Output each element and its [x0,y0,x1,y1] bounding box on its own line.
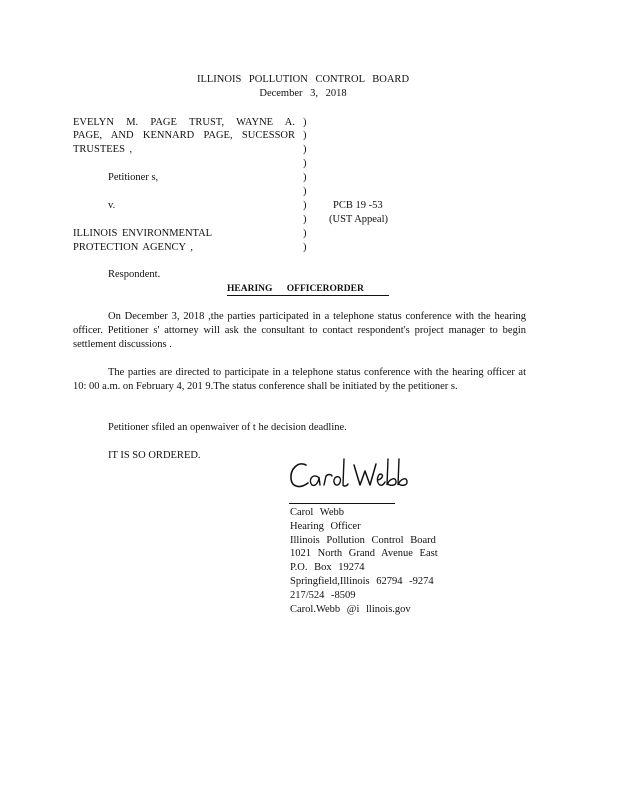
paren-4: ) [303,158,307,169]
paren-9: ) [303,228,307,239]
paragraph-3-text: Petitioner sfiled an openwaiver of t he decision deadline. [108,422,347,433]
signer-po-box: P.O. Box 19274 [290,562,365,574]
order-date: December 3, 2018 [259,88,347,99]
signer-title: Hearing Officer [290,520,361,532]
signer-email-link[interactable]: Carol.Webb @i llinois.gov [290,603,411,615]
versus-label: v. [108,200,116,211]
paren-7: ) [303,200,307,211]
respondent-line-2: PROTECTION AGENCY , [73,242,193,253]
case-number: PCB 19 -53 [333,200,383,211]
petitioner-line-1: EVELYN M. PAGE TRUST, WAYNE A. [73,117,295,128]
case-type: (UST Appeal) [329,214,389,225]
signer-city: Springfield,Illinois 62794 -9274 [290,575,434,587]
petitioner-line-2: PAGE, AND KENNARD PAGE, SUCESSOR [73,130,295,141]
paren-2: ) [303,130,307,141]
paragraph-3 [73,421,526,435]
paragraph-1 [73,310,526,352]
signer-phone: 217/524 -8509 [290,589,356,601]
so-ordered-text: IT IS SO ORDERED. [108,450,201,461]
signer-street: 1021 North Grand Avenue East [290,548,438,560]
board-name: ILLINOIS POLLUTION CONTROL BOARD [196,74,410,85]
paragraph-2 [73,366,526,394]
paren-6: ) [303,186,307,197]
handwritten-signature [286,455,416,499]
paren-5: ) [303,172,307,183]
paragraph-2-text: The parties are directed to participate in a telephone status conference with the hearing officer at 10: 00 a.m. on February 4, 201 9.The status conference shall be initiated by the petitioner s. [73,367,526,392]
signer-name: Carol Webb [290,507,344,518]
signature-block [290,506,438,616]
signer-organization: Illinois Pollution Control Board [290,534,436,546]
signature-line [289,503,395,504]
paren-3: ) [303,144,307,155]
order-title: HEARING OFFICERORDER [227,283,389,296]
respondent-line-1: ILLINOIS ENVIRONMENTAL [73,228,213,239]
paragraph-1-text: On December 3, 2018 ,the parties participated in a telephone status conference with the hearing officer. Petitioner s' attorney will ask the consultant to contact respondent's project manager to begin settlement discussions . [73,311,526,350]
respondent-role: Respondent. [108,269,161,280]
paren-1: ) [303,117,307,128]
petitioner-role: Petitioner s, [108,172,159,183]
petitioner-line-3: TRUSTEES , [73,144,133,155]
paren-8: ) [303,214,307,225]
paren-10: ) [303,242,307,253]
